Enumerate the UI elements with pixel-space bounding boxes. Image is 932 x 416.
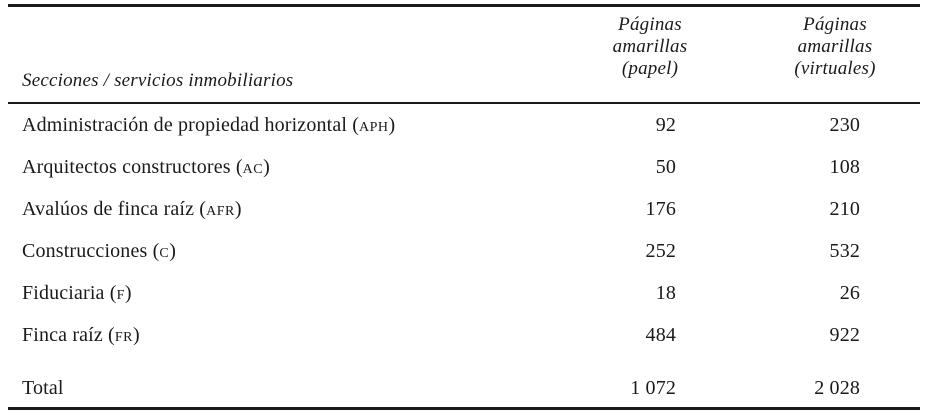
bottom-rule: [8, 407, 920, 410]
table-row: [8, 320, 920, 350]
row-label: Arquitectos constructores (ac): [22, 156, 270, 178]
row-print-count: 50: [655, 156, 676, 178]
table-row: [8, 278, 920, 308]
table-row: [8, 110, 920, 140]
row-print-count: 252: [645, 240, 676, 262]
row-print-count: 92: [655, 114, 676, 136]
table-row: [8, 194, 920, 224]
total-label: Total: [22, 377, 64, 399]
row-label: Fiduciaria (f): [22, 282, 132, 304]
row-abbreviation: fr: [114, 324, 133, 346]
row-abbreviation: f: [116, 282, 125, 304]
header-print-line-3: (papel): [621, 58, 679, 79]
row-virtual-count: 532: [829, 240, 860, 262]
header-print-line-2: amarillas: [612, 36, 688, 57]
header-print-line-1: Páginas: [618, 14, 682, 35]
row-print-count: 176: [645, 198, 676, 220]
row-abbreviation: aph: [359, 114, 389, 136]
row-abbreviation: c: [159, 240, 170, 262]
header-virtual-line-1: Páginas: [803, 14, 867, 35]
table-row: [8, 152, 920, 182]
total-print-count: 1 072: [630, 377, 676, 399]
header-virtual-pages: [765, 14, 905, 80]
data-table: [8, 4, 920, 412]
row-virtual-count: 26: [839, 282, 860, 304]
row-label: Administración de propiedad horizontal (aph): [22, 114, 396, 136]
top-rule: [8, 4, 920, 7]
total-row: [8, 373, 920, 403]
row-virtual-count: 230: [829, 114, 860, 136]
header-virtual-line-2: amarillas: [797, 36, 873, 57]
table-row: [8, 236, 920, 266]
row-virtual-count: 922: [829, 324, 860, 346]
row-print-count: 484: [645, 324, 676, 346]
header-rule: [8, 102, 920, 104]
header-virtual-line-3: (virtuales): [794, 58, 876, 79]
row-label: Finca raíz (fr): [22, 324, 140, 346]
row-virtual-count: 210: [829, 198, 860, 220]
row-virtual-count: 108: [829, 156, 860, 178]
row-label: Avalúos de finca raíz (afr): [22, 198, 242, 220]
row-print-count: 18: [655, 282, 676, 304]
header-sections-label: Secciones / servicios inmobiliarios: [22, 70, 294, 91]
row-abbreviation: afr: [206, 198, 235, 220]
row-label: Construcciones (c): [22, 240, 177, 262]
header-print-pages: [580, 14, 720, 80]
row-abbreviation: ac: [242, 156, 264, 178]
total-virtual-count: 2 028: [814, 377, 860, 399]
